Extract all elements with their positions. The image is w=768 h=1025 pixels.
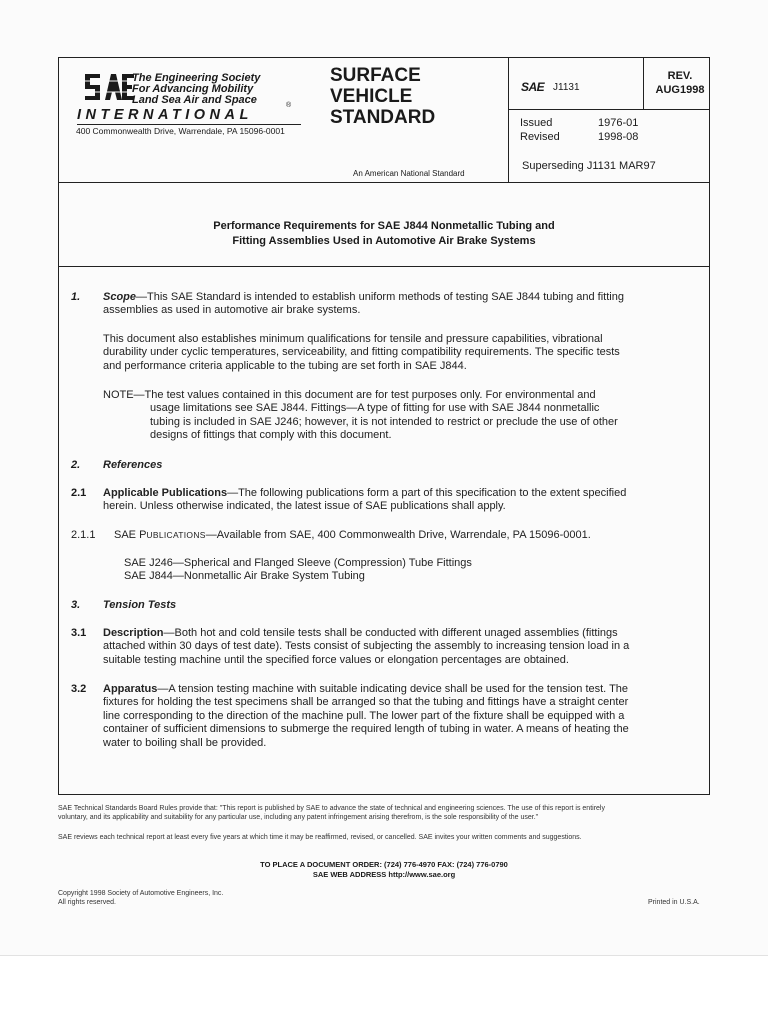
reference-item: SAE J844—Nonmetallic Air Brake System Tubing <box>124 570 365 583</box>
scope-paragraph-2 <box>103 333 620 373</box>
reference-list <box>124 557 472 584</box>
header-divider-vertical <box>508 57 509 183</box>
copyright <box>58 889 223 907</box>
text-line: attached within 30 days of test date). Tests consist of subjecting the assembly to increasing tension load in a <box>103 640 630 653</box>
issue-dates <box>520 116 638 144</box>
title-line-1: Performance Requirements for SAE J844 Nonmetallic Tubing and <box>213 220 555 232</box>
reference-item: SAE J246—Spherical and Flanged Sleeve (Compression) Tube Fittings <box>124 557 472 569</box>
section-number: 3.2 <box>71 683 87 695</box>
subsection-heading: Applicable Publications <box>103 487 228 499</box>
text-line: usage limitations see SAE J844. Fittings—A type of fitting for use with SAE J844 nonmetallic <box>150 402 600 415</box>
superseding-note: Superseding J1131 MAR97 <box>522 160 656 172</box>
section-number: 1. <box>71 291 81 303</box>
smallcaps-lead: SAE P <box>114 529 147 541</box>
section-number: 2. <box>71 459 81 471</box>
rev-divider-vertical <box>643 57 644 110</box>
text-line: line corresponding to the direction of the machine pull. The lower part of the fixture shall be equipped with a <box>103 709 625 722</box>
order-info <box>0 860 768 880</box>
text-line: and performance criteria applicable to the tubing are set forth in SAE J844. <box>103 359 467 372</box>
text-line: container of sufficient dimensions to submerge the required length of tubing in water. A means of heating the <box>103 723 629 736</box>
section-number: 2.1 <box>71 487 87 499</box>
text-line: designs of fittings that comply with this document. <box>150 429 392 442</box>
standard-type-title <box>330 65 435 128</box>
rev-label: REV. <box>667 70 693 82</box>
revised-value: 1998-08 <box>598 131 639 143</box>
description-paragraph <box>103 627 629 667</box>
apparatus-paragraph <box>103 683 629 750</box>
sae-mini-logo: SAE <box>521 80 545 94</box>
wordmark-underline <box>77 124 301 125</box>
standard-line-3: STANDARD <box>330 107 436 128</box>
copyright-line: Copyright 1998 Society of Automotive Engineers, Inc. <box>58 890 224 897</box>
revised-label: Revised <box>520 131 560 143</box>
tagline-line-1: The Engineering Society <box>132 72 261 84</box>
subsection-heading: Apparatus <box>103 683 158 695</box>
american-national-standard: An American National Standard <box>353 169 465 178</box>
text-line: voluntary, and its applicability and suitability for any particular use, including any patent infringement arising therefrom, is the sole responsibility of the user." <box>58 814 539 821</box>
review-note: SAE reviews each technical report at least every five years at which time it may be reaffirmed, revised, or cancelled. SAE invites your written comments and suggestions. <box>58 834 582 841</box>
text-line: —Both hot and cold tensile tests shall be conducted with different unaged assemblies (fittings <box>163 627 618 639</box>
web-address: SAE WEB ADDRESS http://www.sae.org <box>312 870 456 879</box>
text-line: —This SAE Standard is intended to establish uniform methods of testing SAE J844 tubing and fitting <box>136 291 624 303</box>
rev-date: AUG1998 <box>655 84 705 96</box>
header-divider-horizontal <box>508 109 710 110</box>
section-number: 2.1.1 <box>71 529 96 541</box>
tagline-line-3: Land Sea Air and Space <box>132 94 257 106</box>
revision-box <box>652 69 708 97</box>
sae-logo <box>82 72 134 104</box>
registered-mark: ® <box>286 102 292 109</box>
document-title <box>58 219 710 249</box>
section-number: 3. <box>71 599 81 611</box>
order-phone: TO PLACE A DOCUMENT ORDER: (724) 776-4970 FAX: (724) 776-0790 <box>260 860 508 869</box>
standard-line-2: VEHICLE <box>330 86 413 107</box>
text-line: suitable testing machine until the specified force values or elongation percentages are obtained. <box>103 653 569 666</box>
section-heading: References <box>103 459 163 471</box>
text-line: herein. Unless otherwise indicated, the latest issue of SAE publications shall apply. <box>103 500 506 513</box>
scope-paragraph <box>103 291 624 318</box>
text-line: assemblies as used in automotive air brake systems. <box>103 304 361 317</box>
text-line: This document also establishes minimum qualifications for tensile and pressure capabilities, vibrational <box>103 333 603 345</box>
scan-margin <box>0 955 768 1025</box>
section-heading: Scope <box>103 291 137 303</box>
text-line: —Available from SAE, 400 Commonwealth Drive, Warrendale, PA 15096-0001. <box>205 529 591 541</box>
text-line: tubing is included in SAE J246; however, it is not intended to restrict or preclude the use of other <box>150 415 618 428</box>
applicable-publications-paragraph <box>103 487 626 514</box>
document-number: J1131 <box>553 82 580 93</box>
text-line: durability under cyclic temperatures, serviceability, and fitting compatibility requirements. The specific tests <box>103 346 620 359</box>
text-line: water to boiling shall be provided. <box>103 736 267 749</box>
standard-line-1: SURFACE <box>330 65 421 86</box>
title-line-2: Fitting Assemblies Used in Automotive Air Brake Systems <box>232 235 536 247</box>
society-tagline <box>132 73 260 106</box>
tagline-line-2: For Advancing Mobility <box>132 83 254 95</box>
international-wordmark: INTERNATIONAL <box>77 107 253 123</box>
rights-line: All rights reserved. <box>58 899 116 906</box>
section-number: 3.1 <box>71 627 87 639</box>
text-line: SAE Technical Standards Board Rules provide that: "This report is published by SAE to advance the state of technical and engineering sciences. The use of this report is entirely <box>58 805 605 812</box>
text-line: —The following publications form a part of this specification to the extent specified <box>227 487 627 499</box>
sae-publications-paragraph <box>114 529 591 542</box>
board-rules-note <box>58 804 718 822</box>
section-heading: Tension Tests <box>103 599 177 611</box>
issued-label: Issued <box>520 117 553 129</box>
issued-value: 1976-01 <box>598 117 639 129</box>
printed-in: Printed in U.S.A. <box>648 899 700 906</box>
smallcaps-text: UBLICATIONS <box>146 530 206 540</box>
text-line: fixtures for holding the test specimens shall be arranged so that the tubing and fittings have a straight center <box>103 696 629 709</box>
subsection-heading: Description <box>103 627 164 639</box>
note-paragraph <box>103 389 618 443</box>
text-line: NOTE—The test values contained in this document are for test purposes only. For environmental and <box>103 389 596 401</box>
text-line: —A tension testing machine with suitable indicating device shall be used for the tension test. The <box>157 683 629 695</box>
sae-address: 400 Commonwealth Drive, Warrendale, PA 15096-0001 <box>76 126 285 136</box>
